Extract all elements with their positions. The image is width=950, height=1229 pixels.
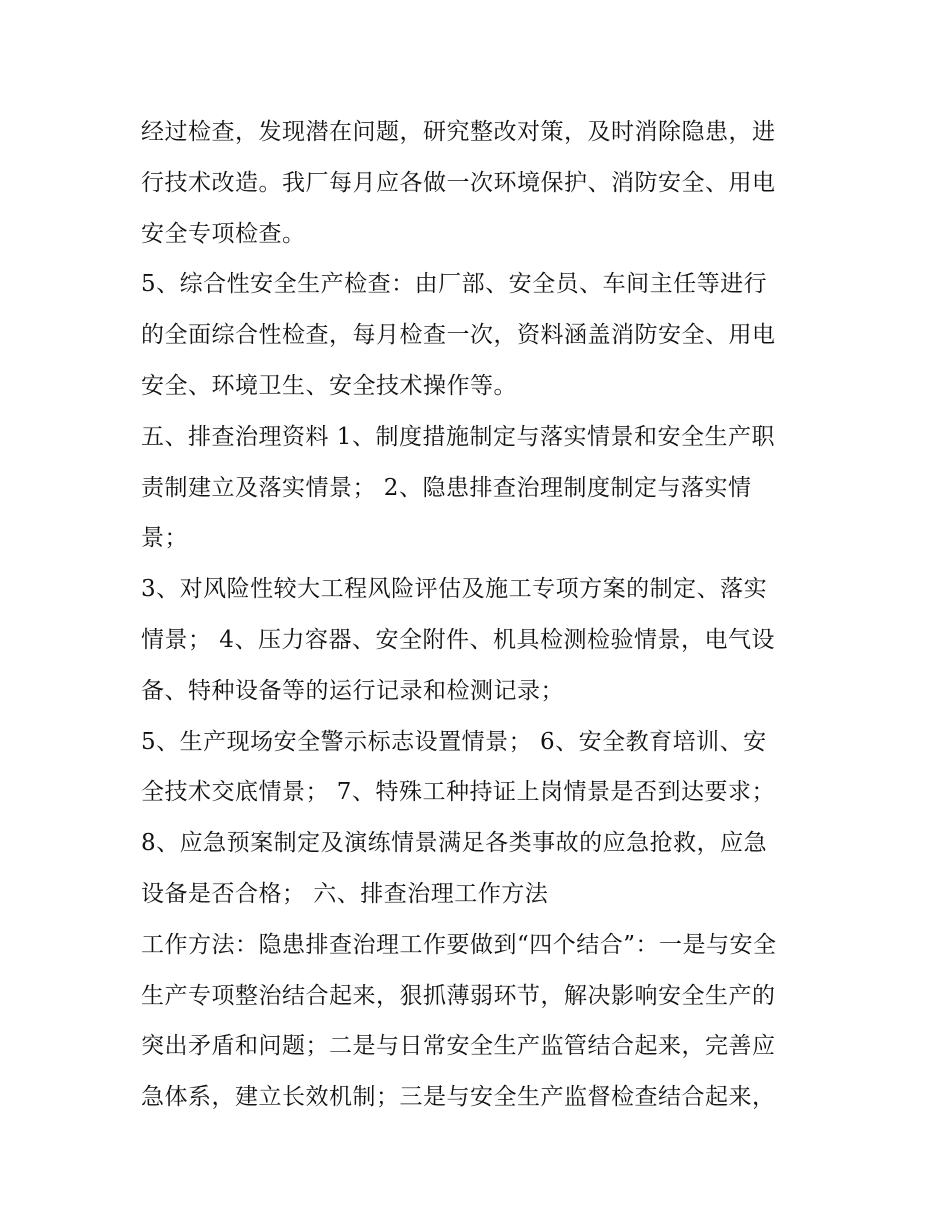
- text-line: 情景； 4、压力容器、安全附件、机具检测检验情景，电气设: [141, 626, 775, 653]
- text-line: 急体系，建立长效机制；三是与安全生产监督检查结合起来，: [141, 1084, 776, 1111]
- text-line: 安全、环境卫生、安全技术操作等。: [141, 372, 517, 399]
- text-line: 全技术交底情景； 7、特殊工种持证上岗情景是否到达要求；: [141, 779, 775, 806]
- text-line: 5、综合性安全生产检查：由厂部、安全员、车间主任等进行: [141, 271, 768, 298]
- text-line: 工作方法：隐患排查治理工作要做到“四个结合”：一是与安全: [141, 931, 777, 958]
- text-line: 突出矛盾和问题；二是与日常安全生产监管结合起来，完善应: [141, 1033, 776, 1060]
- text-line: 五、排查治理资料 1、制度措施制定与落实情景和安全生产职: [141, 423, 775, 450]
- text-line: 3、对风险性较大工程风险评估及施工专项方案的制定、落实: [141, 576, 768, 603]
- text-line: 责制建立及落实情景； 2、隐患排查治理制度制定与落实情: [141, 474, 752, 501]
- text-line: 安全专项检查。: [141, 220, 306, 247]
- document-body: [141, 107, 821, 1123]
- text-line: 8、应急预案制定及演练情景满足各类事故的应急抢救，应急: [141, 830, 768, 857]
- text-line: 行技术改造。我厂每月应各做一次环境保护、消防安全、用电: [141, 169, 776, 196]
- text-line: 景；: [141, 525, 188, 552]
- text-line: 5、生产现场安全警示标志设置情景； 6、安全教育培训、安: [141, 728, 767, 755]
- text-line: 生产专项整治结合起来，狠抓薄弱环节，解决影响安全生产的: [141, 982, 776, 1009]
- text-line: 备、特种设备等的运行记录和检测记录；: [141, 677, 564, 704]
- text-line: 设备是否合格； 六、排查治理工作方法: [141, 880, 549, 907]
- text-line: 经过检查，发现潜在问题，研究整改对策，及时消除隐患，进: [141, 119, 776, 145]
- text-line: 的全面综合性检查，每月检查一次，资料涵盖消防安全、用电: [141, 322, 776, 349]
